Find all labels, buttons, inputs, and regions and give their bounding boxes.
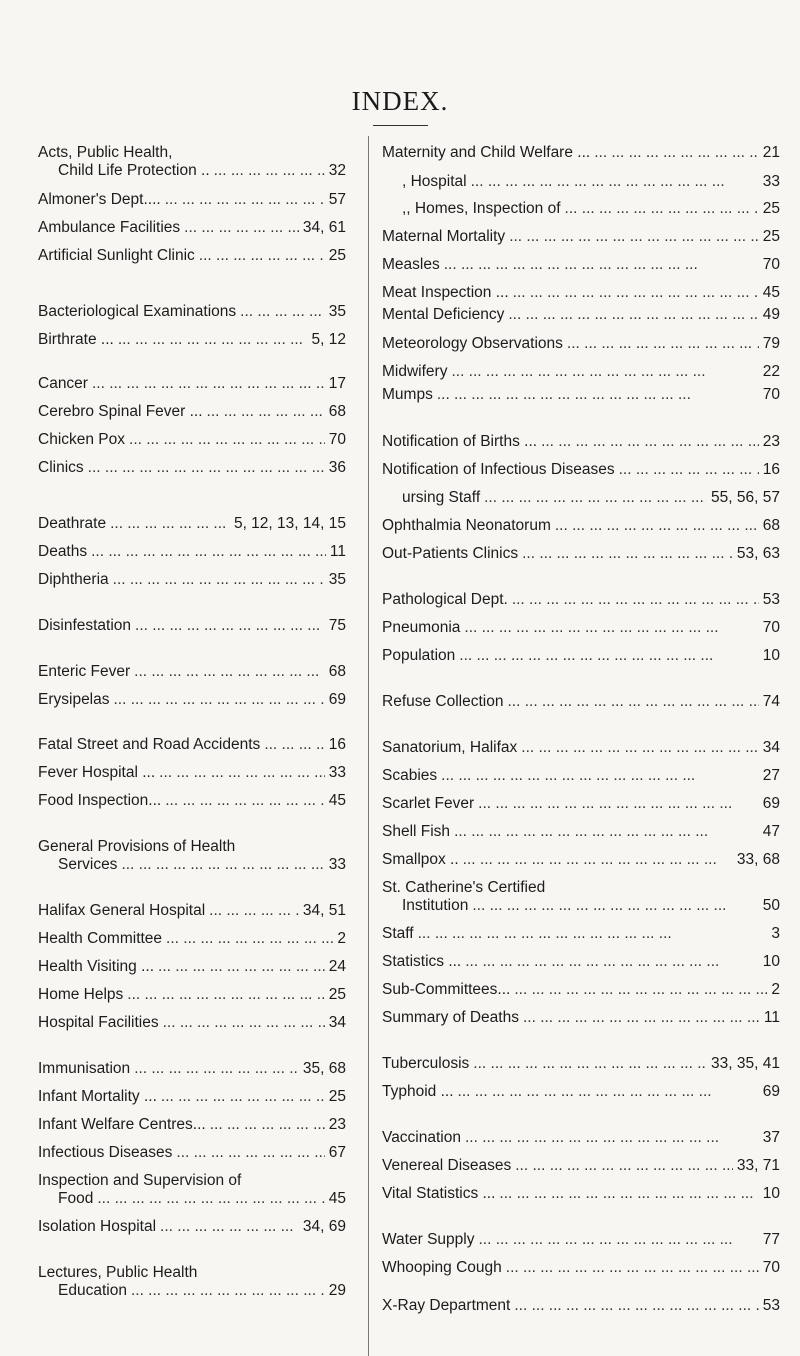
index-entry — [382, 925, 780, 943]
leader-dots — [523, 1009, 760, 1027]
leader-dots — [478, 1231, 758, 1249]
leader-dots — [465, 1129, 759, 1147]
index-entry-label: Vaccination — [382, 1129, 461, 1146]
index-entry-page: 16 — [762, 461, 780, 478]
index-entry — [382, 1231, 780, 1249]
leader-dots — [451, 363, 758, 381]
index-entry — [382, 517, 780, 535]
leader-dots — [555, 517, 759, 535]
index-entry-page: 34 — [762, 739, 780, 756]
leader-dots — [512, 591, 759, 609]
index-entry-label: Smallpox .. — [382, 851, 459, 868]
index-entry-page: 3 — [771, 925, 780, 942]
index-entry-label: Acts, Public Health, — [38, 144, 173, 161]
index-entry-label: Infant Welfare Centres... — [38, 1116, 206, 1133]
leader-dots — [441, 767, 759, 785]
index-entry-page: 68 — [328, 403, 346, 420]
index-entry-label: Out-Patients Clinics — [382, 545, 519, 562]
index-entry-label: Notification of Births ... — [382, 433, 538, 450]
leader-dots — [444, 256, 759, 274]
index-entry-label: Typhoid ... — [382, 1083, 454, 1100]
index-entry — [382, 1009, 780, 1027]
index-entry — [382, 953, 780, 971]
leader-dots — [565, 200, 759, 218]
index-entry — [382, 306, 780, 324]
index-entry — [382, 897, 780, 915]
leader-dots — [567, 335, 759, 353]
index-entry-page: 69 — [762, 795, 780, 812]
leader-dots — [619, 461, 759, 479]
index-entry-label: Chicken Pox — [38, 431, 126, 448]
index-entry-page: 55, 56, 57 — [711, 489, 780, 506]
index-entry-label: Mumps — [382, 386, 433, 403]
index-entry-page: 25 — [762, 200, 780, 217]
index-entry-page: 2 — [337, 930, 346, 947]
leader-dots — [465, 953, 759, 971]
index-entry-label: Clinics — [38, 459, 84, 476]
index-entry-label: Shell Fish — [382, 823, 451, 840]
index-entry-page: 68 — [328, 663, 346, 680]
index-entry-page: 75 — [328, 617, 346, 634]
index-entry-label: Erysipelas — [38, 691, 110, 708]
index-entry — [382, 1157, 780, 1175]
index-entry-label: Hospital Facilities — [38, 1014, 159, 1031]
index-entry-page: 10 — [762, 1185, 780, 1202]
index-entry-page: 74 — [762, 693, 780, 710]
index-entry-label: Enteric Fever — [38, 663, 131, 680]
index-entry-label: Health Visiting ... — [38, 958, 155, 975]
index-entry-label: X-Ray Department — [382, 1297, 511, 1314]
index-entry-page: 79 — [762, 335, 780, 352]
index-entry-page: 17 — [328, 375, 346, 392]
index-entry-page: 34 — [328, 1014, 346, 1031]
index-entry-label: Measles — [382, 256, 440, 273]
index-entry-label: Statistics ... — [382, 953, 462, 970]
index-entry-label: Pneumonia — [382, 619, 461, 636]
index-entry-label: Lectures, Public Health — [38, 1264, 198, 1281]
leader-dots — [484, 489, 707, 507]
leader-dots — [464, 619, 758, 637]
index-entry-page: 29 — [328, 1282, 346, 1299]
index-entry — [382, 591, 780, 609]
index-entry-page: 34, 69 — [302, 1218, 346, 1235]
index-entry-label: Deathrate — [38, 515, 107, 532]
index-entry — [382, 335, 780, 353]
index-entry — [382, 433, 780, 451]
index-entry-page: 16 — [328, 736, 346, 753]
index-entry-page: 33, 68 — [736, 851, 780, 868]
index-entry-label: Food Inspection... — [38, 792, 162, 809]
index-entry-label: Notification of Infectious Diseases — [382, 461, 615, 478]
index-entry-page: 37 — [762, 1129, 780, 1146]
index-entry-page: 32 — [328, 162, 346, 179]
index-entry — [382, 619, 780, 637]
index-entry-label: Bacteriological Examinations — [38, 303, 237, 320]
index-entry — [382, 256, 780, 274]
index-entry-label: General Provisions of Health — [38, 838, 236, 855]
index-entry — [382, 851, 780, 869]
index-entry-page: 33 — [762, 173, 780, 190]
index-entry-page: 47 — [762, 823, 780, 840]
leader-dots — [471, 173, 759, 191]
leader-dots — [472, 897, 758, 915]
index-entry-page: 10 — [762, 953, 780, 970]
index-entry — [382, 1129, 780, 1147]
index-entry-page: 10 — [762, 647, 780, 664]
index-entry-page: 33, 71 — [736, 1157, 780, 1174]
leader-dots — [521, 739, 758, 757]
index-entry — [382, 228, 780, 246]
index-entry-label: Summary of Deaths — [382, 1009, 519, 1026]
index-entry-page: 25 — [328, 247, 346, 264]
index-entry — [382, 144, 780, 162]
leader-dots — [514, 981, 767, 999]
index-entry-label: Sub-Committees... — [382, 981, 511, 998]
index-entry-page: 34, 51 — [302, 902, 346, 919]
index-entry — [382, 200, 780, 218]
leader-dots — [594, 144, 759, 162]
index-entry-label: Ambulance Facilities — [38, 219, 181, 236]
index-entry-label: Fever Hospital ... — [38, 764, 156, 781]
index-entry-page: 53 — [762, 1297, 780, 1314]
index-entry-page: 70 — [328, 431, 346, 448]
page-title: INDEX. — [351, 86, 449, 116]
leader-dots — [458, 1083, 759, 1101]
index-entry-label: Birthrate ... — [38, 331, 114, 348]
index-entry-page: 35, 68 — [302, 1060, 346, 1077]
index-entry-label: Scarlet Fever — [382, 795, 475, 812]
index-entry-label: , Hospital — [402, 173, 467, 190]
index-entry-label: Child Life Protection .. — [58, 162, 210, 179]
index-entry-page: 45 — [328, 1190, 346, 1207]
index-entry-page: 23 — [762, 433, 780, 450]
index-entry-label: Inspection and Supervision of — [38, 1172, 242, 1189]
index-entry-label: Pathological Dept. — [382, 591, 508, 608]
index-entry — [382, 461, 780, 479]
index-entry-label: ursing Staff — [402, 489, 481, 506]
index-entry-label: Fatal Street and Road Accidents — [38, 736, 261, 753]
index-entry-page: 77 — [762, 1231, 780, 1248]
index-entry-page: 53 — [762, 591, 780, 608]
index-entry — [382, 1297, 780, 1315]
index-entry-page: 33 — [328, 764, 346, 781]
index-entry-page: 69 — [328, 691, 346, 708]
index-entry-page: 35 — [328, 303, 346, 320]
leader-dots — [508, 306, 758, 324]
index-entry-label: Isolation Hospital — [38, 1218, 157, 1235]
index-entry — [382, 1259, 780, 1277]
leader-dots — [478, 795, 759, 813]
leader-dots — [515, 1157, 733, 1175]
index-entry-page: 57 — [328, 191, 346, 208]
leader-dots — [541, 433, 759, 451]
index-entry-page: 34, 61 — [302, 219, 346, 236]
index-entry — [382, 173, 780, 191]
index-entry-label: Diphtheria — [38, 571, 109, 588]
index-entry-page: 50 — [762, 897, 780, 914]
index-entry-page: 70 — [762, 256, 780, 273]
index-entry-page: 27 — [762, 767, 780, 784]
index-entry-page: 36 — [328, 459, 346, 476]
leader-dots — [454, 823, 759, 841]
index-entry-label: Home Helps — [38, 986, 124, 1003]
index-entry-page: 21 — [762, 144, 780, 161]
index-entry — [382, 693, 780, 711]
index-entry-page: 5, 12, 13, 14, 15 — [233, 515, 346, 532]
index-entry-label: Cerebro Spinal Fever ... — [38, 403, 203, 420]
index-entry-label: ,, Homes, Inspection of — [402, 200, 561, 217]
leader-dots — [499, 1185, 758, 1203]
index-entry — [382, 739, 780, 757]
leader-dots — [514, 1297, 758, 1315]
index-entry-label: Education — [58, 1282, 127, 1299]
index-entry-label: Water Supply — [382, 1231, 475, 1248]
index-entry — [382, 1185, 780, 1203]
index-entry-label: Halifax General Hospital — [38, 902, 206, 919]
index-entry-page: 49 — [762, 306, 780, 323]
index-entry — [382, 795, 780, 813]
index-entry-label: Refuse Collection — [382, 693, 504, 710]
index-entry-label: Immunisation — [38, 1060, 131, 1077]
index-entry — [382, 767, 780, 785]
index-entry-page: 70 — [762, 386, 780, 403]
index-entry — [382, 1055, 780, 1073]
index-entry — [382, 284, 780, 302]
index-entry — [382, 823, 780, 841]
index-entry-label: Artificial Sunlight Clinic — [38, 247, 195, 264]
index-entry-page: 24 — [328, 958, 346, 975]
index-entry-page: 68 — [762, 517, 780, 534]
leader-dots — [473, 1055, 707, 1073]
index-entry-label: Population — [382, 647, 456, 664]
index-entry — [382, 981, 780, 999]
index-entry-label: Meteorology Observations — [382, 335, 563, 352]
index-entry-page: 33, 35, 41 — [711, 1055, 780, 1072]
index-entry-label: Almoner's Dept.... — [38, 191, 161, 208]
index-entry-label: Staff — [382, 925, 414, 942]
leader-dots — [506, 1259, 759, 1277]
index-entry — [382, 489, 780, 507]
leader-dots — [522, 545, 733, 563]
index-entry-label: Infectious Diseases — [38, 1144, 173, 1161]
index-entry-page: 25 — [328, 986, 346, 1003]
leader-dots — [437, 386, 759, 404]
index-entry-page: 67 — [328, 1144, 346, 1161]
index-entry-label: Mental Deficiency — [382, 306, 505, 323]
leader-dots — [507, 693, 758, 711]
index-entry-label: Maternal Mortality — [382, 228, 506, 245]
index-entry-label: Vital Statistics ... — [382, 1185, 496, 1202]
index-entry-label: Midwifery — [382, 363, 448, 380]
index-entry-label: Tuberculosis — [382, 1055, 470, 1072]
leader-dots — [459, 647, 758, 665]
index-entry-label: Cancer — [38, 375, 88, 392]
index-entry-page: 69 — [762, 1083, 780, 1100]
index-entry — [382, 647, 780, 665]
index-entry-page: 53, 63 — [736, 545, 780, 562]
index-entry-page: 70 — [762, 1259, 780, 1276]
index-entry-page: 11 — [763, 1009, 780, 1026]
index-entry-page: 35 — [328, 571, 346, 588]
index-entry-label: Health Committee — [38, 930, 163, 947]
index-entry-label: Meat Inspection ... — [382, 284, 509, 301]
index-entry-label: Venereal Diseases — [382, 1157, 512, 1174]
index-entry — [382, 386, 780, 404]
index-entry-label: Food — [58, 1190, 94, 1207]
index-entry-page: 2 — [771, 981, 780, 998]
index-entry-page: 33 — [328, 856, 346, 873]
index-entry-page: 5, 12 — [311, 331, 346, 348]
index-entry-label: Ophthalmia Neonatorum — [382, 517, 551, 534]
leader-dots — [513, 284, 759, 302]
index-entry-page: 23 — [328, 1116, 346, 1133]
index-entry-page: 25 — [328, 1088, 346, 1105]
index-entry-page: 70 — [762, 619, 780, 636]
index-entry-label: Sanatorium, Halifax — [382, 739, 518, 756]
index-entry — [382, 545, 780, 563]
index-entry-label: Scabies — [382, 767, 438, 784]
index-entry-label: St. Catherine's Certified — [382, 879, 546, 896]
index-entry-page: 45 — [762, 284, 780, 301]
index-entry-page: 22 — [762, 363, 780, 380]
leader-dots — [509, 228, 759, 246]
index-entry — [382, 1083, 780, 1101]
index-entry-label: Maternity and Child Welfare ... — [382, 144, 591, 161]
index-entry-page: 11 — [329, 543, 346, 560]
index-entry-label: Deaths — [38, 543, 88, 560]
index-entry — [382, 879, 780, 897]
index-entry-page: 45 — [328, 792, 346, 809]
index-entry-label: Infant Mortality ... — [38, 1088, 157, 1105]
leader-dots — [463, 851, 733, 869]
leader-dots — [418, 925, 768, 943]
index-entry-page: 25 — [762, 228, 780, 245]
index-entry-label: Institution — [402, 897, 469, 914]
index-entry-label: Whooping Cough — [382, 1259, 502, 1276]
index-entry-label: Services — [58, 856, 118, 873]
index-entry-label: Disinfestation — [38, 617, 132, 634]
index-entry — [382, 363, 780, 381]
